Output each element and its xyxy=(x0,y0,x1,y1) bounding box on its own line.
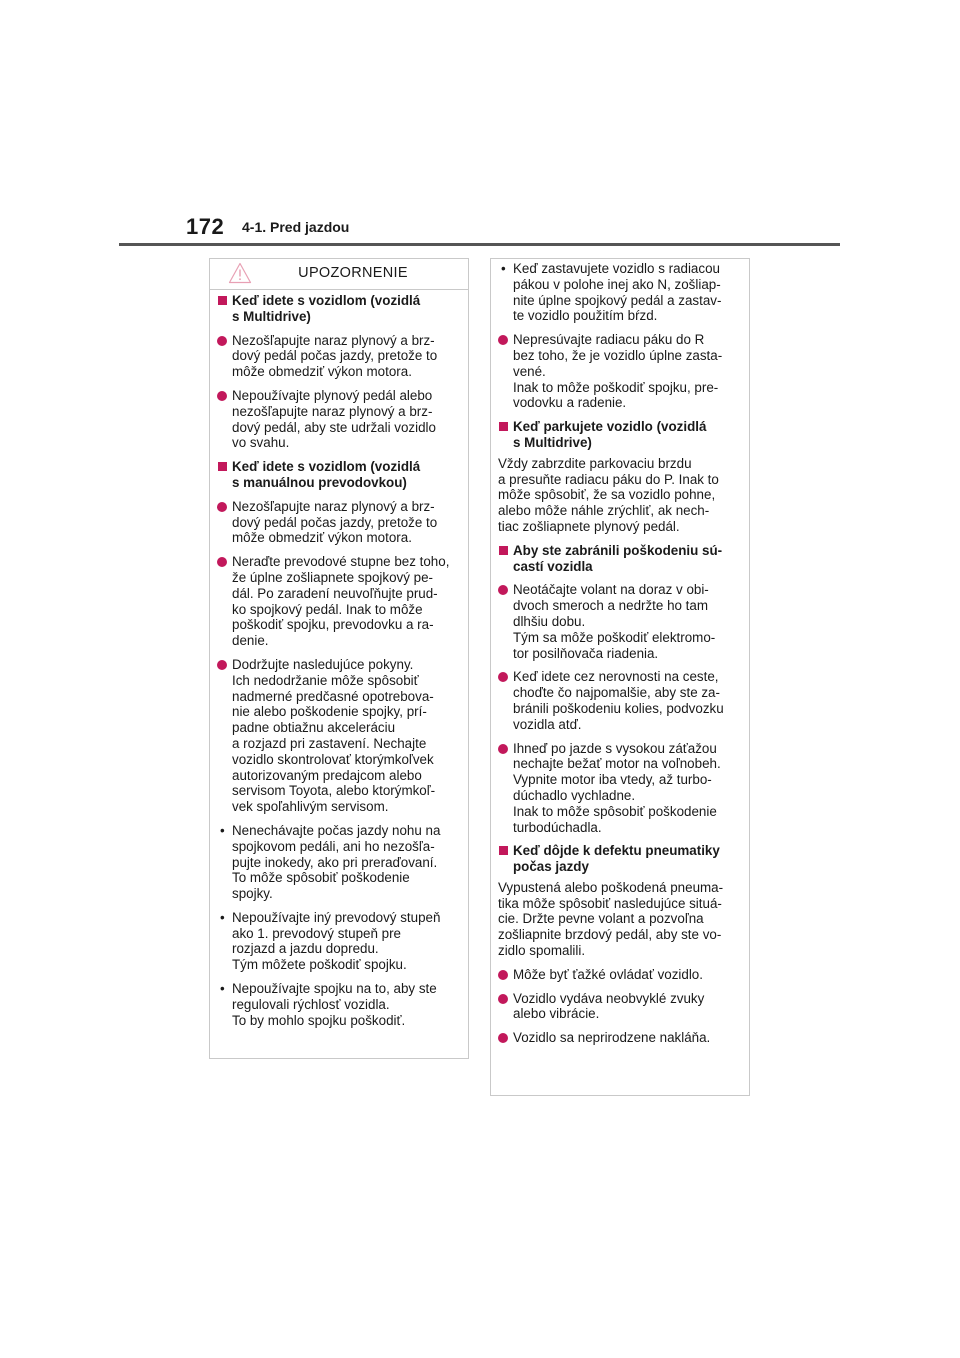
sub-bullet-text: Keď zastavujete vozidlo s radiacou pákou v polohe inej ako N, zošliap- nite úplne spojkový pedál a zastav- te vozidlo použitím bŕzd. xyxy=(513,261,722,324)
heading-text: Keď parkujete vozidlo (vozidlá s Multidrive) xyxy=(513,419,707,450)
list-item-text: Ihneď po jazde s vysokou záťažou nechajte bežať motor na voľnobeh. Vypnite motor iba vtedy, až turbo- dúchadlo vychladne. Inak to môže spôsobiť poškodenie turbodúchadla. xyxy=(513,740,721,835)
list-item xyxy=(217,657,462,815)
list-item-text: Neotáčajte volant na doraz v obi- dvoch smeroch a nedržte ho tam dlhšiu dobu. Tým sa môže poškodiť elektromo- tor posilňovača riadenia. xyxy=(513,582,716,661)
square-bullet-icon xyxy=(218,296,227,305)
round-bullet-icon xyxy=(498,585,508,595)
warning-box-title: UPOZORNENIE xyxy=(298,265,408,281)
sub-bullet xyxy=(217,823,462,902)
list-item xyxy=(217,388,462,451)
left-column-content xyxy=(210,290,468,1028)
round-bullet-icon xyxy=(498,744,508,754)
list-item xyxy=(498,332,743,411)
list-item xyxy=(498,669,743,732)
heading-text: Aby ste zabránili poškodeniu sú- castí vozidla xyxy=(513,542,723,574)
round-bullet-icon xyxy=(217,336,227,346)
list-item-text: Nepresúvajte radiacu páku do R bez toho, že je vozidlo úplne zasta- vené. Inak to môže poškodiť spojku, pre- vodovku a radenie. xyxy=(513,332,723,411)
sub-bullet-text: Nepoužívajte spojku na to, aby ste regulovali rýchlosť vozidla. To by mohlo spojku poškodiť. xyxy=(232,981,437,1028)
round-bullet-icon xyxy=(498,970,508,980)
bullet-mark: • xyxy=(220,909,225,925)
list-item-text: Keď idete cez nerovnosti na ceste, choďte čo najpomalšie, aby ste za- bránili poškodeniu kolies, podvozku vozidla atď. xyxy=(513,669,724,732)
sub-bullet xyxy=(217,910,462,973)
warning-box xyxy=(209,258,469,1059)
heading xyxy=(217,459,462,491)
list-item-text: Dodržujte nasledujúce pokyny. Ich nedodržanie môže spôsobiť nadmerné predčasné opotrebova- nie alebo poškodenie spojky, prí- padne obtiažnu akceleráciu a rozjazd pri zastavení. Nechajte vozidlo skontrolovať ktorýmkoľvek autorizovaným predajcom alebo servisom Toyota, alebo ktorýmkoľ- vek spoľahlivým servisom. xyxy=(232,656,436,815)
heading xyxy=(498,843,743,875)
list-item xyxy=(498,582,743,661)
round-bullet-icon xyxy=(498,994,508,1004)
round-bullet-icon xyxy=(217,557,227,567)
paragraph: Vypustená alebo poškodená pneuma- tika môže spôsobiť nasledujúce situá- cie. Držte pevne volant a pozvoľna zošliapnite brzdový pedál, aby ste vo- zidlo spomalili. xyxy=(498,879,724,959)
round-bullet-icon xyxy=(498,1033,508,1043)
list-item-text: Nezošľapujte naraz plynový a brz- dový pedál počas jazdy, pretože to môže obmedziť výkon motora. xyxy=(232,332,438,380)
list-item-text: Môže byť ťažké ovládať vozidlo. xyxy=(513,966,703,982)
round-bullet-icon xyxy=(217,502,227,512)
sub-bullet xyxy=(217,981,462,1028)
sub-bullet-text: Nepoužívajte iný prevodový stupeň ako 1. prevodový stupeň pre rozjazd a jazdu dopredu. Tým môžete poškodiť spojku. xyxy=(232,909,441,973)
sub-bullet-text: Nenechávajte počas jazdy nohu na spojkovom pedáli, ani ho nezošľa- pujte inokedy, ako pri preraďovaní. To môže spôsobiť poškodenie spojky. xyxy=(232,822,441,902)
heading xyxy=(217,293,462,325)
round-bullet-icon xyxy=(498,335,508,345)
heading-text: Keď idete s vozidlom (vozidlá s Multidrive) xyxy=(232,293,421,324)
page-number: 172 xyxy=(186,214,225,239)
bullet-mark: • xyxy=(501,261,506,276)
list-item xyxy=(498,741,743,836)
list-item-text: Vozidlo vydáva neobvyklé zvuky alebo vibrácie. xyxy=(513,990,705,1022)
list-item xyxy=(217,333,462,380)
heading xyxy=(498,543,743,575)
square-bullet-icon xyxy=(499,422,508,431)
right-column-content xyxy=(491,259,749,1046)
header-rule xyxy=(119,243,840,246)
list-item-text: Nezošľapujte naraz plynový a brz- dový pedál počas jazdy, pretože to môže obmedziť výkon motora. xyxy=(232,498,438,546)
bullet-mark: • xyxy=(220,981,225,997)
sub-bullet xyxy=(498,261,743,324)
list-item-text: Nepoužívajte plynový pedál alebo nezošľapujte naraz plynový a brz- dový pedál, aby ste udržali vozidlo vo svahu. xyxy=(232,387,436,451)
heading xyxy=(498,419,743,451)
bullet-mark: • xyxy=(220,822,225,838)
list-item xyxy=(498,1030,743,1046)
paragraph: Vždy zabrzdite parkovaciu brzdu a presuňte radiacu páku do P. Inak to môže spôsobiť, že sa vozidlo pohne, alebo môže náhle zrýchliť, ak nech- tiac zošliapnete plynový pedál. xyxy=(498,455,719,534)
heading-text: Keď dôjde k defektu pneumatiky počas jazdy xyxy=(513,843,720,875)
round-bullet-icon xyxy=(498,672,508,682)
warning-box-continued xyxy=(490,258,750,1096)
square-bullet-icon xyxy=(499,546,508,555)
list-item-text: Neraďte prevodové stupne bez toho, že úplne zošliapnete spojkový pe- dál. Po zaradení neuvoľňujte prud- ko spojkový pedál. Inak to môže poškodiť spojku, prevodovku a ra- denie. xyxy=(232,554,450,649)
square-bullet-icon xyxy=(218,462,227,471)
list-item xyxy=(498,967,743,983)
warning-box-header xyxy=(210,259,468,290)
square-bullet-icon xyxy=(499,846,508,855)
heading-text: Keď idete s vozidlom (vozidlá s manuálnou prevodovkou) xyxy=(232,459,421,490)
list-item-text: Vozidlo sa neprirodzene nakláňa. xyxy=(513,1030,711,1046)
round-bullet-icon xyxy=(217,660,227,670)
list-item xyxy=(217,554,462,649)
list-item xyxy=(217,499,462,546)
list-item xyxy=(498,991,743,1023)
section-title: 4-1. Pred jazdou xyxy=(242,219,350,235)
round-bullet-icon xyxy=(217,391,227,401)
